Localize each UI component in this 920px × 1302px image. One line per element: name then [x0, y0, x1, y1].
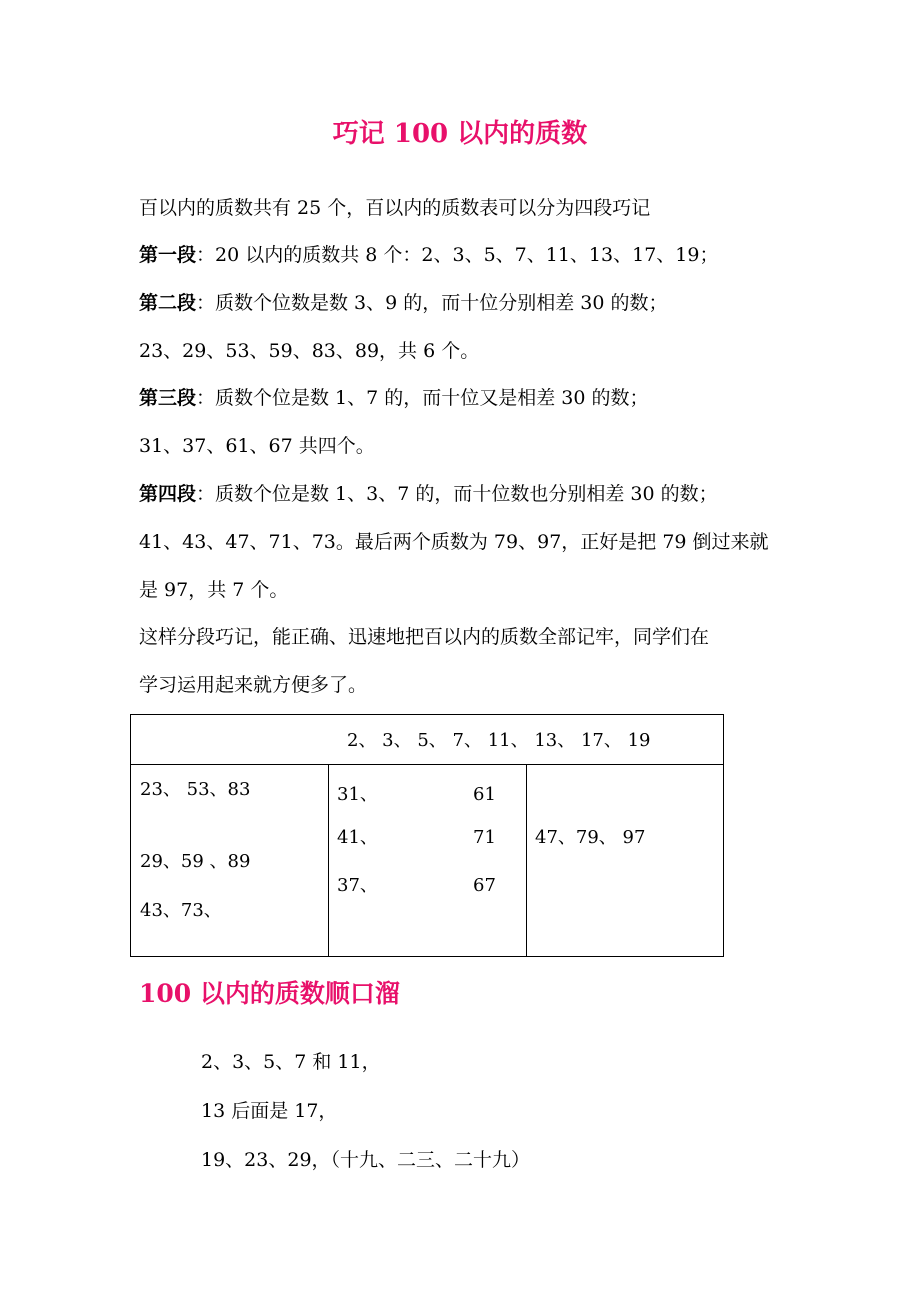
rhyme-line: 19、23、29，（十九、二三、二十九） [201, 1149, 531, 1171]
table-cell-text: 47、79、 97 [535, 827, 646, 848]
table-header-cell [131, 715, 724, 765]
table-cell-text: 31、 [337, 784, 378, 805]
segment-1 [139, 240, 718, 270]
segment-4 [139, 479, 718, 509]
segment-3-list: 31、37、61、67 共四个。 [139, 435, 375, 457]
segment-4-count: 是 97，共 7 个。 [139, 579, 289, 601]
page-title: 巧记 100 以内的质数 [332, 119, 588, 149]
table-cell-col3 [527, 765, 724, 957]
table-cell-text: 71 [473, 827, 496, 848]
primes-table [130, 714, 724, 957]
table-cell-text: 43、73、 [140, 900, 222, 921]
table-cell-col1 [131, 765, 329, 957]
table-cell-text: 61 [473, 784, 496, 805]
segment-text: ：质数个位数是数 3、9 的，而十位分别相差 30 的数； [196, 292, 668, 314]
rhyme-line: 13 后面是 17， [201, 1100, 338, 1122]
segment-label: 第二段 [139, 292, 197, 314]
segment-text: ：质数个位是数 1、7 的，而十位又是相差 30 的数； [196, 387, 649, 409]
table-cell-text: 37、 [337, 875, 378, 896]
segment-text: ：质数个位是数 1、3、7 的，而十位数也分别相差 30 的数； [196, 483, 718, 505]
segment-label: 第四段 [139, 483, 197, 505]
rhyme-line: 2、3、5、7 和 11， [201, 1051, 381, 1073]
intro-text: 百以内的质数共有 25 个，百以内的质数表可以分为四段巧记 [139, 197, 651, 219]
table-cell-text: 41、 [337, 827, 378, 848]
table-header-text: 2、 3、 5、 7、 11、 13、 17、 19 [347, 730, 651, 751]
segment-4-list: 41、43、47、71、73。最后两个质数为 79、97，正好是把 79 倒过来就 [139, 531, 769, 553]
table-cell-text: 67 [473, 875, 496, 896]
table-cell-col2 [329, 765, 527, 957]
summary-line-2: 学习运用起来就方便多了。 [139, 674, 368, 696]
segment-2-list: 23、29、53、59、83、89，共 6 个。 [139, 340, 480, 362]
segment-2 [139, 288, 668, 318]
table-cell-text: 23、 53、83 [140, 779, 251, 800]
segment-label: 第三段 [139, 387, 197, 409]
rhyme-title: 100 以内的质数顺口溜 [139, 979, 400, 1008]
segment-label: 第一段 [139, 244, 197, 266]
table-cell-text: 29、59 、89 [140, 851, 251, 872]
segment-3 [139, 383, 649, 413]
summary-line-1: 这样分段巧记，能正确、迅速地把百以内的质数全部记牢，同学们在 [139, 626, 710, 648]
segment-text: ：20 以内的质数共 8 个：2、3、5、7、11、13、17、19； [196, 244, 719, 266]
